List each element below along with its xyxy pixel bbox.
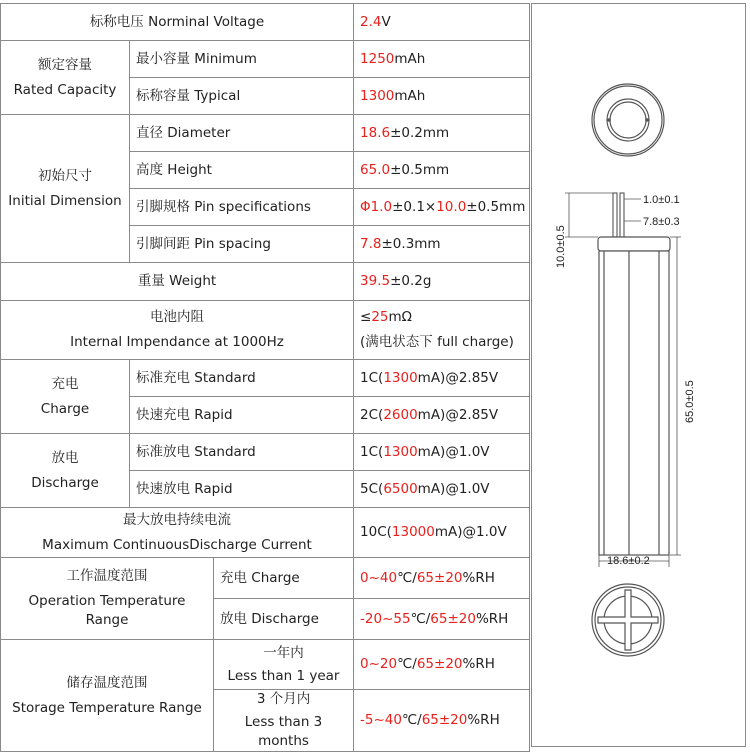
row-discharge-standard [1, 434, 530, 471]
row-charge-standard [1, 360, 530, 397]
pin-spacing-value: 7.8±0.3mm [354, 226, 530, 263]
impedance-label: 电池内阻 Internal Impendance at 1000Hz [1, 301, 354, 360]
pin-diameter-dimension: 1.0±0.1 [643, 194, 680, 206]
height-label: 高度 Height [130, 152, 354, 189]
discharge-standard-value: 1C(1300mA)@1.0V [354, 434, 530, 471]
storage-months-label: 3 个月内 Less than 3 months [214, 690, 354, 752]
capacity-minimum-label: 最小容量 Minimum [130, 41, 354, 78]
discharge-rapid-label: 快速放电 Rapid [130, 471, 354, 508]
storage-months-value: -5~40℃/65±20%RH [354, 690, 530, 752]
capacity-typical-value: 1300mAh [354, 78, 530, 115]
spec-table [0, 3, 530, 752]
max-discharge-label: 最大放电持续电流 Maximum ContinuousDischarge Current [1, 508, 354, 558]
pin-spec-value: Φ1.0±0.1×10.0±0.5mm [354, 189, 530, 226]
row-diameter [1, 115, 530, 152]
charge-standard-label: 标准充电 Standard [130, 360, 354, 397]
diameter-label: 直径 Diameter [130, 115, 354, 152]
discharge-standard-label: 标准放电 Standard [130, 434, 354, 471]
weight-value: 39.5±0.2g [354, 263, 530, 301]
voltage-label: 标称电压 Norminal Voltage [1, 4, 354, 41]
discharge-rapid-value: 5C(6500mA)@1.0V [354, 471, 530, 508]
row-capacity-minimum [1, 41, 530, 78]
charge-rapid-label: 快速充电 Rapid [130, 397, 354, 434]
diameter-value: 18.6±0.2mm [354, 115, 530, 152]
discharge-group-label: 放电 Discharge [1, 434, 130, 508]
battery-drawing [531, 3, 746, 747]
pin-spacing-label: 引脚间距 Pin spacing [130, 226, 354, 263]
battery-body [598, 237, 670, 555]
storage-year-label: 一年内 Less than 1 year [214, 640, 354, 690]
pin-spacing-dimension: 7.8±0.3 [643, 216, 680, 228]
pin-length-dimension: 10.0±0.5 [555, 225, 567, 268]
height-value: 65.0±0.5mm [354, 152, 530, 189]
charge-rapid-value: 2C(2600mA)@2.85V [354, 397, 530, 434]
row-weight [1, 263, 530, 301]
charge-standard-value: 1C(1300mA)@2.85V [354, 360, 530, 397]
row-max-discharge [1, 508, 530, 558]
weight-label: 重量 Weight [1, 263, 354, 301]
bottom-view [592, 584, 664, 656]
pins [613, 193, 624, 237]
operation-charge-value: 0~40℃/65±20%RH [354, 558, 530, 599]
capacity-minimum-value: 1250mAh [354, 41, 530, 78]
row-storage-year [1, 640, 530, 690]
charge-group-label: 充电 Charge [1, 360, 130, 434]
row-operation-charge [1, 558, 530, 599]
pin-spec-label: 引脚规格 Pin specifications [130, 189, 354, 226]
row-voltage [1, 4, 530, 41]
body-height-dimension: 65.0±0.5 [684, 380, 696, 423]
dimension-group-label: 初始尺寸 Initial Dimension [1, 115, 130, 263]
capacity-group-label: 额定容量 Rated Capacity [1, 41, 130, 115]
impedance-value: ≤25mΩ (满电状态下 full charge) [354, 301, 530, 360]
row-impedance [1, 301, 530, 360]
storage-temp-group-label: 储存温度范围 Storage Temperature Range [1, 640, 214, 752]
max-discharge-value: 10C(13000mA)@1.0V [354, 508, 530, 558]
voltage-value: 2.4V [354, 4, 530, 41]
operation-discharge-value: -20~55℃/65±20%RH [354, 599, 530, 640]
operation-discharge-label: 放电 Discharge [214, 599, 354, 640]
operation-temp-group-label: 工作温度范围 Operation Temperature Range [1, 558, 214, 640]
body-diameter-dimension: 18.6±0.2 [607, 555, 650, 567]
capacity-typical-label: 标称容量 Typical [130, 78, 354, 115]
top-view [592, 84, 664, 156]
storage-year-value: 0~20℃/65±20%RH [354, 640, 530, 690]
operation-charge-label: 充电 Charge [214, 558, 354, 599]
